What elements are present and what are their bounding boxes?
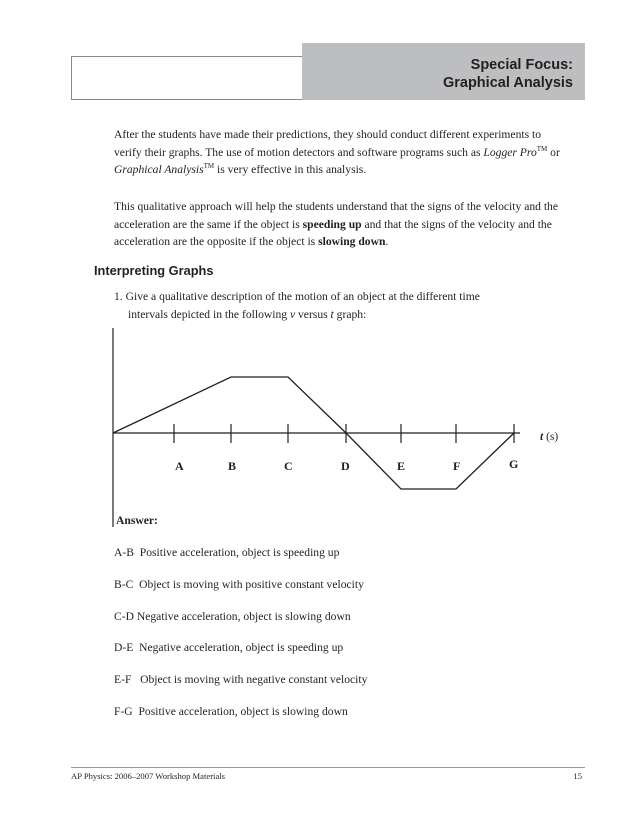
tm-mark-1: TM: [536, 144, 548, 153]
time-axis-unit: (s): [543, 431, 559, 443]
question-text-a: Give a qualitative description of the motion of an object at the different time: [125, 290, 480, 303]
speeding-up-emphasis: speeding up: [302, 217, 362, 231]
footer-rule: [71, 767, 585, 768]
intro-p1-or: or: [547, 145, 560, 159]
footer-text: AP Physics: 2006–2007 Workshop Materials: [71, 771, 225, 781]
question-t: t: [330, 307, 334, 321]
section-title: Interpreting Graphs: [94, 263, 214, 278]
question-number: 1.: [114, 290, 123, 303]
answer-line-bc: B-C Object is moving with positive constant velocity: [114, 578, 364, 591]
slowing-down-emphasis: slowing down: [318, 235, 386, 249]
question-v: v: [289, 307, 296, 321]
time-axis-label: [540, 431, 558, 443]
intro-p1-end: is very effective in this analysis.: [214, 163, 367, 177]
header-title-line2: Graphical Analysis: [442, 75, 573, 91]
letter-g: G: [509, 457, 519, 471]
letter-f: F: [453, 459, 461, 473]
answer-line-ef: E-F Object is moving with negative constant velocity: [114, 673, 368, 686]
page-number: 15: [573, 771, 582, 781]
letter-c: C: [284, 459, 293, 473]
answer-line-fg: F-G Positive acceleration, object is slowing down: [114, 705, 348, 718]
header-title-line1: Special Focus:: [470, 57, 573, 73]
intro-p2-text-a: This qualitative approach will help the students understand that the signs of the velocity and the acceleration are the same if the object is: [114, 200, 558, 231]
letter-a: A: [175, 459, 184, 473]
logger-pro-name: Logger Pro: [483, 145, 537, 159]
letter-d: D: [341, 459, 350, 473]
question-text-end: graph:: [333, 307, 367, 321]
intro-p2-end: .: [385, 235, 389, 249]
answer-label: Answer:: [116, 514, 158, 527]
time-axis-symbol: t: [540, 431, 544, 443]
intro-p1-text: After the students have made their predictions, they should conduct different experiments to verify their graphs. The use of motion detectors and software programs such as: [114, 128, 542, 159]
tm-mark-2: TM: [203, 162, 215, 171]
question-versus: versus: [295, 307, 331, 321]
answer-line-de: D-E Negative acceleration, object is speeding up: [114, 641, 344, 654]
question-text-b: intervals depicted in the following: [128, 307, 290, 321]
letter-b: B: [228, 459, 237, 473]
graphical-analysis-name: Graphical Analysis: [114, 163, 204, 177]
answer-line-ab: A-B Positive acceleration, object is speeding up: [114, 546, 340, 559]
intro-p2-text-b: and that the signs of the velocity and the acceleration are the opposite if the object is: [114, 217, 552, 249]
answer-line-cd: C-D Negative acceleration, object is slowing down: [114, 610, 351, 623]
letter-e: E: [397, 459, 406, 473]
